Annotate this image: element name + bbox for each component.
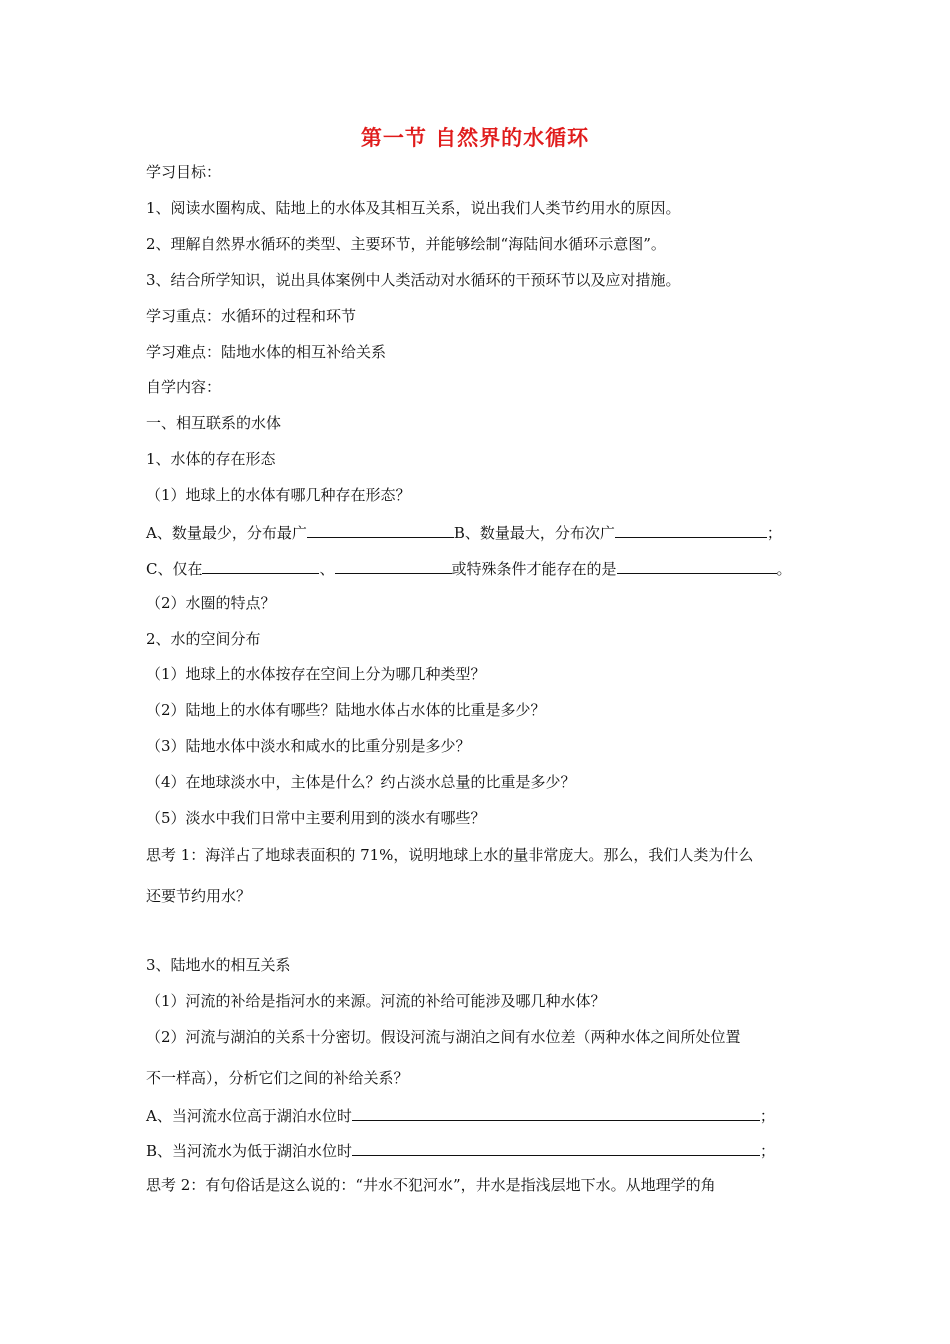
question-line: （1）地球上的水体按存在空间上分为哪几种类型？ [146, 665, 486, 683]
text-line: 学习难点：陆地水体的相互补给关系 [146, 343, 387, 361]
fill-in-text: ； [760, 1142, 776, 1160]
text-line: 思考 1：海洋占了地球表面积的 71%，说明地球上水的量非常庞大。那么，我们人类为什么 [146, 846, 754, 864]
text-line: 1、水体的存在形态 [146, 450, 276, 468]
text-line: 思考 2：有句俗话是这么说的：“井水不犯河水”，井水是指浅层地下水。从地理学的角 [146, 1176, 716, 1194]
answer-blank[interactable] [615, 521, 767, 538]
fill-in-line [146, 557, 792, 579]
answer-blank[interactable] [617, 557, 777, 574]
fill-in-text: A、当河流水位高于湖泊水位时 [146, 1107, 352, 1125]
page-title: 第一节 自然界的水循环 [360, 126, 590, 150]
text-line: 1、阅读水圈构成、陆地上的水体及其相互关系，说出我们人类节约用水的原因。 [146, 199, 681, 217]
answer-blank[interactable] [352, 1139, 760, 1156]
fill-in-text: ； [766, 524, 782, 542]
fill-in-line [146, 1104, 775, 1126]
text-line: 不一样高），分析它们之间的补给关系？ [146, 1069, 409, 1087]
answer-blank[interactable] [335, 557, 452, 574]
answer-blank[interactable] [352, 1104, 760, 1121]
fill-in-text: 、 [319, 560, 335, 578]
fill-in-text: A、数量最少，分布最广 [146, 524, 307, 542]
text-line: 3、结合所学知识，说出具体案例中人类活动对水循环的干预环节以及应对措施。 [146, 271, 681, 289]
question-line: （2）水圈的特点？ [146, 594, 276, 612]
fill-in-text: C、仅在 [146, 560, 203, 578]
question-line: （5）淡水中我们日常中主要利用到的淡水有哪些？ [146, 809, 486, 827]
text-line: 3、陆地水的相互关系 [146, 956, 291, 974]
question-line: （2）陆地上的水体有哪些？陆地水体占水体的比重是多少？ [146, 701, 546, 719]
question-line: （2）河流与湖泊的关系十分密切。假设河流与湖泊之间有水位差（两种水体之间所处位置 [146, 1028, 741, 1046]
text-line: 2、理解自然界水循环的类型、主要环节，并能够绘制“海陆间水循环示意图”。 [146, 235, 666, 253]
question-line: （3）陆地水体中淡水和咸水的比重分别是多少？ [146, 737, 471, 755]
section-heading: 一、相互联系的水体 [146, 414, 282, 432]
fill-in-text: 或特殊条件才能存在的是 [451, 560, 617, 578]
text-line: 还要节约用水？ [146, 887, 252, 905]
text-line: 学习重点：水循环的过程和环节 [146, 307, 357, 325]
text-line: 自学内容： [146, 378, 222, 396]
fill-in-line [146, 1139, 775, 1161]
answer-blank[interactable] [307, 521, 454, 538]
fill-in-line [146, 521, 782, 543]
fill-in-text: B、当河流水为低于湖泊水位时 [146, 1142, 353, 1160]
text-line: 学习目标： [146, 163, 222, 181]
answer-blank[interactable] [202, 557, 319, 574]
text-line: 2、水的空间分布 [146, 630, 261, 648]
question-line: （1）地球上的水体有哪几种存在形态？ [146, 486, 411, 504]
fill-in-text: ； [759, 1107, 775, 1125]
question-line: （1）河流的补给是指河水的来源。河流的补给可能涉及哪几种水体？ [146, 992, 606, 1010]
fill-in-text: B、数量最大，分布次广 [453, 524, 615, 542]
fill-in-text: 。 [776, 560, 792, 578]
question-line: （4）在地球淡水中，主体是什么？约占淡水总量的比重是多少？ [146, 773, 576, 791]
